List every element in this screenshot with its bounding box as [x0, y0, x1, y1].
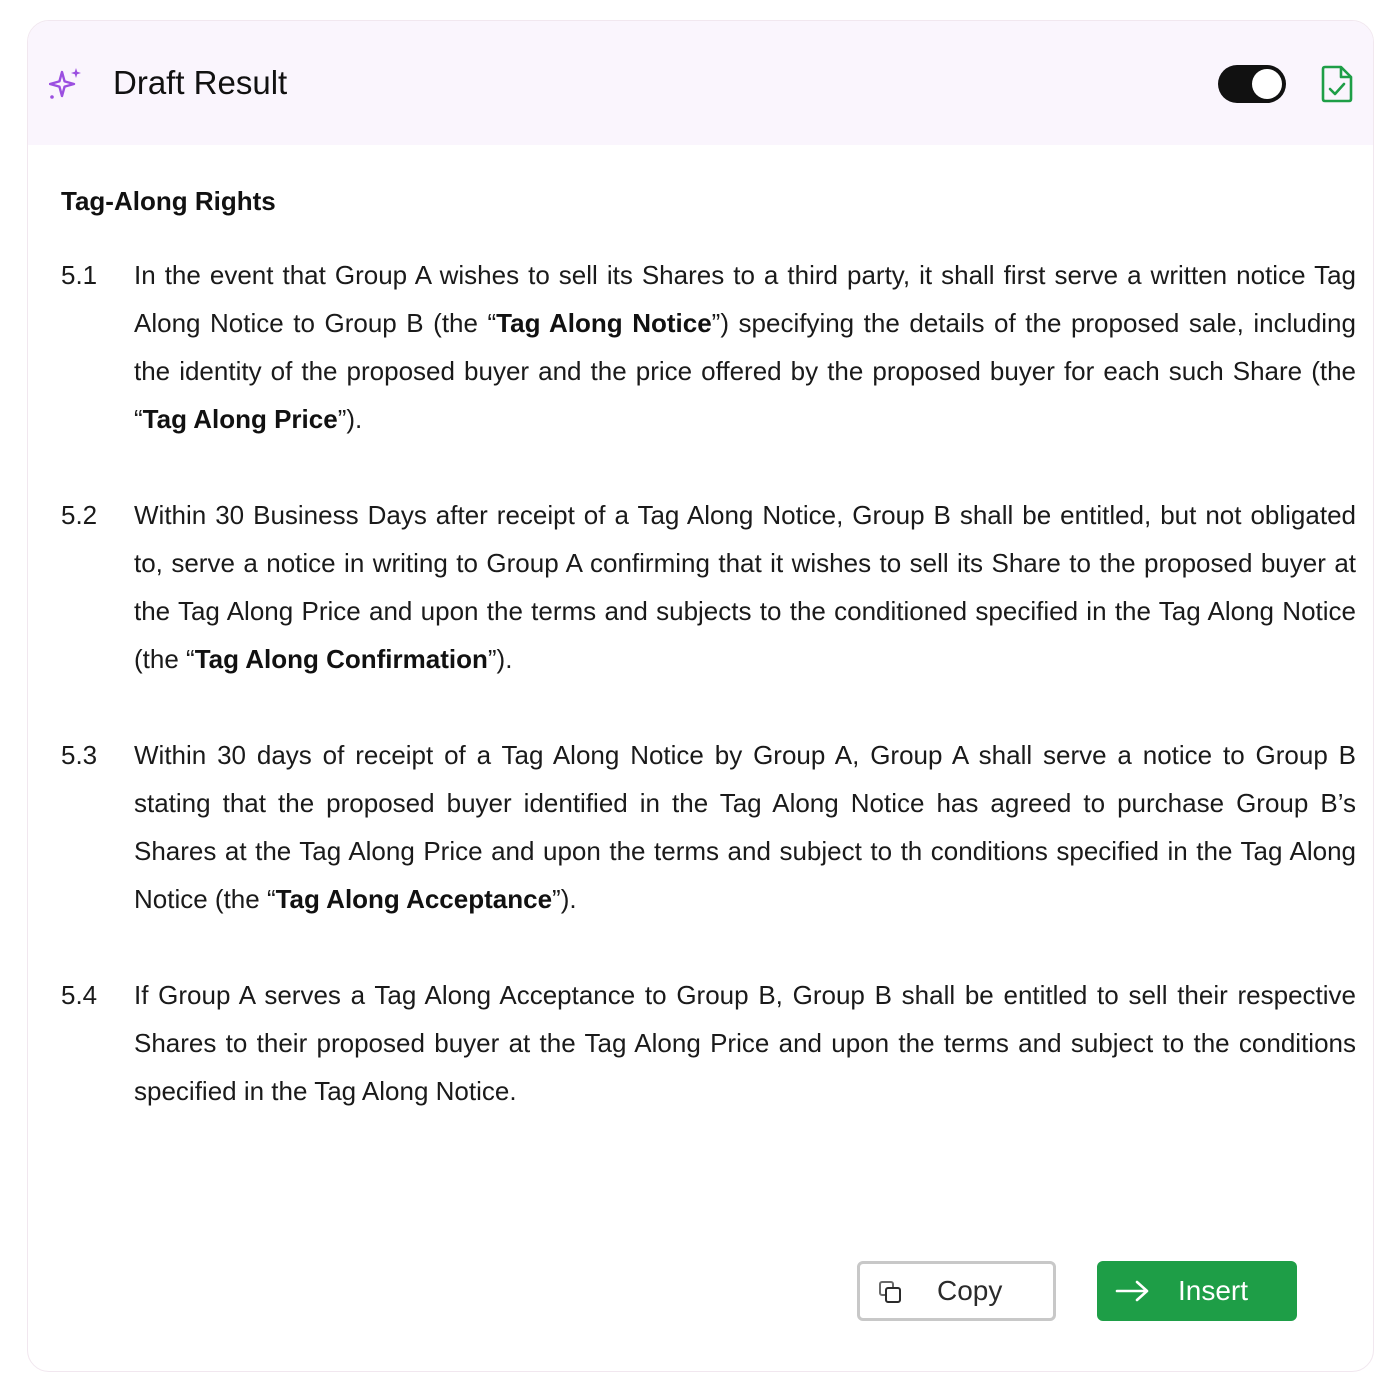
draft-result-panel: [27, 20, 1374, 1372]
clause-text: If Group A serves a Tag Along Acceptance to Group B, Group B shall be entitled to sell their respective Shares to their proposed buyer at the Tag Along Price and upon the terms and subject to the conditions specified in the Tag Along Notice.: [134, 980, 1356, 1106]
clause: [61, 251, 1356, 443]
action-bar: [28, 1261, 1373, 1323]
clause-text: In the event that Group A wishes to sell its Shares to a third party, it shall first serve a written notice Tag Along Notice to Group B (the “Tag Along Notice”) specifying the details of the proposed sale, including the identity of the proposed buyer and the price offered by the proposed buyer for each such Share (the “Tag Along Price”).: [134, 260, 1356, 434]
document-check-icon[interactable]: [1320, 65, 1354, 103]
clause: [61, 971, 1356, 1115]
sparkle-icon: [49, 67, 83, 101]
clause-number: 5.1: [61, 260, 98, 290]
panel-title: Draft Result: [113, 64, 288, 101]
clause: [61, 491, 1356, 683]
clause-number: 5.3: [61, 740, 98, 770]
clause-number: 5.4: [61, 980, 98, 1010]
copy-button[interactable]: [857, 1261, 1056, 1321]
defined-term: Tag Along Acceptance: [275, 884, 553, 914]
section-heading: Tag-Along Rights: [61, 186, 276, 216]
clause: [61, 731, 1356, 923]
copy-label: Copy: [937, 1275, 1003, 1306]
copy-icon: [878, 1280, 902, 1304]
clause-number: 5.2: [61, 500, 98, 530]
insert-button[interactable]: [1097, 1261, 1297, 1321]
insert-label: Insert: [1178, 1275, 1249, 1306]
draft-content: [61, 181, 1356, 1163]
defined-term: Tag Along Notice: [496, 308, 712, 338]
toggle-knob: [1252, 69, 1282, 99]
panel-header: [28, 21, 1373, 145]
clause-text: Within 30 Business Days after receipt of a Tag Along Notice, Group B shall be entitled, but not obligated to, serve a notice in writing to Group A confirming that it wishes to sell its Share to the proposed buyer at the Tag Along Price and upon the terms and subjects to the conditioned specified in the Tag Along Notice (the “Tag Along Confirmation”).: [134, 500, 1356, 674]
defined-term: Tag Along Confirmation: [194, 644, 488, 674]
view-toggle[interactable]: [1218, 65, 1286, 103]
defined-term: Tag Along Price: [142, 404, 338, 434]
clause-text: Within 30 days of receipt of a Tag Along Notice by Group A, Group A shall serve a notice to Group B stating that the proposed buyer identified in the Tag Along Notice has agreed to purchase Group B’s Shares at the Tag Along Price and upon the terms and subject to th conditions specified in the Tag Along Notice (the “Tag Along Acceptance”).: [134, 740, 1356, 914]
arrow-right-icon: [1115, 1279, 1151, 1303]
